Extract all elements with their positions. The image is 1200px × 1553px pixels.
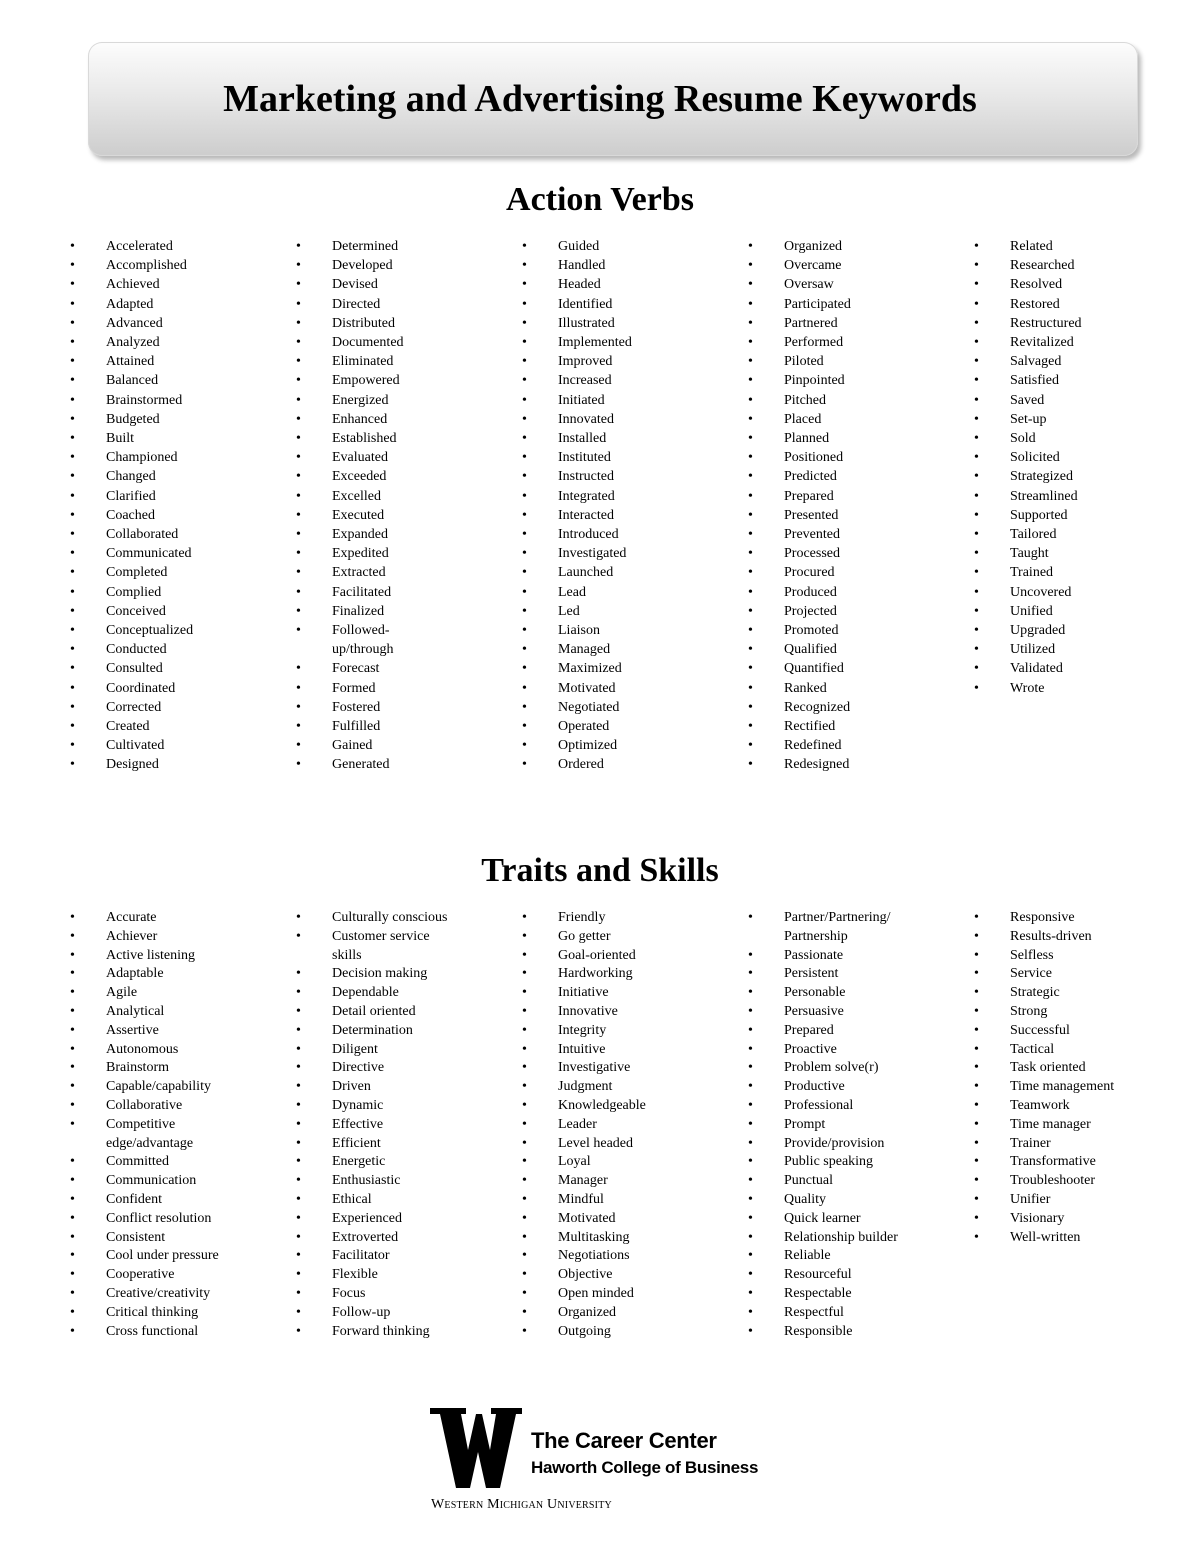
keyword-item: • Balanced — [70, 371, 260, 390]
keyword-item: • Passionate — [748, 947, 918, 966]
keyword-item: • Knowledgeable — [522, 1097, 712, 1116]
keyword-item: • Go getter — [522, 928, 712, 947]
keyword-item: • Respectable — [748, 1285, 918, 1304]
keyword-item: • Brainstormed — [70, 391, 260, 410]
keyword-item: • Fostered — [296, 698, 446, 717]
keyword-item: • Extracted — [296, 563, 446, 582]
keyword-item: • Dependable — [296, 984, 456, 1003]
keyword-item: • Prepared — [748, 487, 938, 506]
keyword-item: • Sold — [974, 429, 1164, 448]
keyword-item: • Outgoing — [522, 1323, 712, 1342]
keyword-item: • Directive — [296, 1059, 456, 1078]
keyword-item: • Redesigned — [748, 755, 938, 774]
keyword-item: • Organized — [748, 237, 938, 256]
keyword-item: • Piloted — [748, 352, 938, 371]
keyword-item: • Initiative — [522, 984, 712, 1003]
keyword-item: • Clarified — [70, 487, 260, 506]
keyword-item: • Innovative — [522, 1003, 712, 1022]
action-verbs-column-4 — [748, 237, 938, 775]
keyword-item: • Motivated — [522, 679, 712, 698]
keyword-item: • Maximized — [522, 659, 712, 678]
keyword-item: • Level headed — [522, 1135, 712, 1154]
keyword-item: • Analyzed — [70, 333, 260, 352]
keyword-item: • Exceeded — [296, 467, 446, 486]
keyword-item: • Operated — [522, 717, 712, 736]
keyword-item: • Planned — [748, 429, 938, 448]
traits-column-1 — [70, 909, 240, 1341]
keyword-item: • Fulfilled — [296, 717, 446, 736]
keyword-item: • Advanced — [70, 314, 260, 333]
section-heading-traits-and-skills: Traits and Skills — [481, 852, 719, 889]
keyword-item: • Related — [974, 237, 1164, 256]
keyword-item: • Oversaw — [748, 275, 938, 294]
keyword-item: • Expanded — [296, 525, 446, 544]
keyword-item: • Goal-oriented — [522, 947, 712, 966]
keyword-item: • Strategized — [974, 467, 1164, 486]
keyword-item: • Persistent — [748, 965, 918, 984]
keyword-item: • Unified — [974, 602, 1164, 621]
keyword-item: • Adaptable — [70, 965, 240, 984]
keyword-item: • Empowered — [296, 371, 446, 390]
keyword-item: • Accelerated — [70, 237, 260, 256]
keyword-item: • Created — [70, 717, 260, 736]
keyword-item: • Conceptualized — [70, 621, 260, 640]
keyword-item: • Investigated — [522, 544, 712, 563]
keyword-item: • Promoted — [748, 621, 938, 640]
keyword-item: • Integrity — [522, 1022, 712, 1041]
keyword-item: • Formed — [296, 679, 446, 698]
keyword-item: • Negotiations — [522, 1247, 712, 1266]
keyword-item: • Validated — [974, 659, 1164, 678]
keyword-item: • Taught — [974, 544, 1164, 563]
keyword-item: • Facilitator — [296, 1247, 456, 1266]
keyword-item: • Managed — [522, 640, 712, 659]
keyword-item: • Energized — [296, 391, 446, 410]
logo-university-text: Western Michigan University — [431, 1497, 612, 1512]
keyword-item: • Placed — [748, 410, 938, 429]
action-verbs-column-3 — [522, 237, 712, 775]
keyword-item: • Forecast — [296, 659, 446, 678]
keyword-item: • Uncovered — [974, 583, 1164, 602]
keyword-item: • Satisfied — [974, 371, 1164, 390]
keyword-item: • Provide/provision — [748, 1135, 918, 1154]
keyword-item: • Trainer — [974, 1135, 1174, 1154]
keyword-item: • Corrected — [70, 698, 260, 717]
keyword-item: • Leader — [522, 1116, 712, 1135]
keyword-item: • Expedited — [296, 544, 446, 563]
keyword-item: • Proactive — [748, 1041, 918, 1060]
keyword-item: • Objective — [522, 1266, 712, 1285]
keyword-item: • Ordered — [522, 755, 712, 774]
keyword-item: • Hardworking — [522, 965, 712, 984]
keyword-item: • Brainstorm — [70, 1059, 240, 1078]
keyword-item: • Detail oriented — [296, 1003, 456, 1022]
keyword-item: • Innovated — [522, 410, 712, 429]
keyword-item: • Championed — [70, 448, 260, 467]
keyword-item: • Tactical — [974, 1041, 1174, 1060]
keyword-item: • Committed — [70, 1153, 240, 1172]
keyword-item: • Resourceful — [748, 1266, 918, 1285]
keyword-item: • Finalized — [296, 602, 446, 621]
keyword-item: • Eliminated — [296, 352, 446, 371]
keyword-item: • Instituted — [522, 448, 712, 467]
keyword-item: • Adapted — [70, 295, 260, 314]
career-center-logo — [430, 1408, 775, 1518]
keyword-item: • Prevented — [748, 525, 938, 544]
keyword-item: • Set-up — [974, 410, 1164, 429]
traits-column-4 — [748, 909, 918, 1341]
keyword-item: • Analytical — [70, 1003, 240, 1022]
keyword-item: • Manager — [522, 1172, 712, 1191]
keyword-item: • Salvaged — [974, 352, 1164, 371]
keyword-item: • Creative/creativity — [70, 1285, 240, 1304]
keyword-item: • Restored — [974, 295, 1164, 314]
keyword-item: • Experienced — [296, 1210, 456, 1229]
keyword-item: • Focus — [296, 1285, 456, 1304]
keyword-item: • Projected — [748, 602, 938, 621]
keyword-item: • Personable — [748, 984, 918, 1003]
keyword-item: • Instructed — [522, 467, 712, 486]
keyword-item: • Ethical — [296, 1191, 456, 1210]
keyword-item: • Negotiated — [522, 698, 712, 717]
keyword-item: • Diligent — [296, 1041, 456, 1060]
keyword-item: • Documented — [296, 333, 446, 352]
keyword-item: • Redefined — [748, 736, 938, 755]
keyword-item: • Launched — [522, 563, 712, 582]
keyword-item: • Revitalized — [974, 333, 1164, 352]
keyword-item: • Respectful — [748, 1304, 918, 1323]
keyword-item: • Open minded — [522, 1285, 712, 1304]
keyword-item: • Quick learner — [748, 1210, 918, 1229]
keyword-item: • Effective — [296, 1116, 456, 1135]
keyword-item: • Time management — [974, 1078, 1174, 1097]
keyword-item: • Consistent — [70, 1229, 240, 1248]
keyword-item: • Conflict resolution — [70, 1210, 240, 1229]
keyword-item: • Intuitive — [522, 1041, 712, 1060]
keyword-item: • Partner/Partnering/ Partnership — [748, 909, 918, 947]
keyword-item: • Partnered — [748, 314, 938, 333]
keyword-item: • Processed — [748, 544, 938, 563]
keyword-item: • Determined — [296, 237, 446, 256]
keyword-item: • Mindful — [522, 1191, 712, 1210]
keyword-item: • Solicited — [974, 448, 1164, 467]
keyword-item: • Driven — [296, 1078, 456, 1097]
traits-column-2 — [296, 909, 456, 1341]
keyword-item: • Initiated — [522, 391, 712, 410]
keyword-item: • Budgeted — [70, 410, 260, 429]
keyword-item: • Loyal — [522, 1153, 712, 1172]
keyword-item: • Interacted — [522, 506, 712, 525]
keyword-item: • Customer service skills — [296, 928, 456, 966]
keyword-item: • Generated — [296, 755, 446, 774]
keyword-item: • Forward thinking — [296, 1323, 456, 1342]
keyword-item: • Liaison — [522, 621, 712, 640]
keyword-item: • Ranked — [748, 679, 938, 698]
keyword-item: • Responsible — [748, 1323, 918, 1342]
keyword-item: • Presented — [748, 506, 938, 525]
keyword-item: • Persuasive — [748, 1003, 918, 1022]
keyword-item: • Judgment — [522, 1078, 712, 1097]
keyword-item: • Lead — [522, 583, 712, 602]
keyword-item: • Improved — [522, 352, 712, 371]
keyword-item: • Quantified — [748, 659, 938, 678]
keyword-item: • Strategic — [974, 984, 1174, 1003]
keyword-item: • Cultivated — [70, 736, 260, 755]
keyword-item: • Cooperative — [70, 1266, 240, 1285]
keyword-item: • Selfless — [974, 947, 1174, 966]
section-heading-action-verbs: Action Verbs — [506, 181, 694, 218]
keyword-item: • Flexible — [296, 1266, 456, 1285]
keyword-item: • Efficient — [296, 1135, 456, 1154]
action-verbs-column-2 — [296, 237, 446, 775]
keyword-item: • Investigative — [522, 1059, 712, 1078]
keyword-item: • Agile — [70, 984, 240, 1003]
keyword-item: • Time manager — [974, 1116, 1174, 1135]
keyword-item: • Collaborative — [70, 1097, 240, 1116]
keyword-item: • Qualified — [748, 640, 938, 659]
keyword-item: • Prepared — [748, 1022, 918, 1041]
keyword-item: • Successful — [974, 1022, 1174, 1041]
keyword-item: • Responsive — [974, 909, 1174, 928]
page-title: Marketing and Advertising Resume Keywords — [223, 78, 977, 120]
keyword-item: • Overcame — [748, 256, 938, 275]
keyword-item: • Positioned — [748, 448, 938, 467]
keyword-item: • Led — [522, 602, 712, 621]
keyword-item: • Follow-up — [296, 1304, 456, 1323]
keyword-item: • Energetic — [296, 1153, 456, 1172]
keyword-item: • Trained — [974, 563, 1164, 582]
keyword-item: • Pinpointed — [748, 371, 938, 390]
keyword-item: • Followed-up/through — [296, 621, 446, 659]
keyword-item: • Achiever — [70, 928, 240, 947]
keyword-item: • Accurate — [70, 909, 240, 928]
keyword-item: • Determination — [296, 1022, 456, 1041]
keyword-item: • Introduced — [522, 525, 712, 544]
keyword-item: • Devised — [296, 275, 446, 294]
keyword-item: • Prompt — [748, 1116, 918, 1135]
keyword-item: • Installed — [522, 429, 712, 448]
keyword-item: • Restructured — [974, 314, 1164, 333]
keyword-item: • Friendly — [522, 909, 712, 928]
keyword-item: • Implemented — [522, 333, 712, 352]
keyword-item: • Executed — [296, 506, 446, 525]
keyword-item: • Directed — [296, 295, 446, 314]
keyword-item: • Culturally conscious — [296, 909, 456, 928]
keyword-item: • Handled — [522, 256, 712, 275]
keyword-item: • Extroverted — [296, 1229, 456, 1248]
keyword-item: • Rectified — [748, 717, 938, 736]
keyword-item: • Built — [70, 429, 260, 448]
keyword-item: • Developed — [296, 256, 446, 275]
keyword-item: • Visionary — [974, 1210, 1174, 1229]
keyword-item: • Participated — [748, 295, 938, 314]
keyword-item: • Decision making — [296, 965, 456, 984]
keyword-item: • Wrote — [974, 679, 1164, 698]
traits-column-3 — [522, 909, 712, 1341]
keyword-item: • Organized — [522, 1304, 712, 1323]
keyword-item: • Quality — [748, 1191, 918, 1210]
keyword-item: • Confident — [70, 1191, 240, 1210]
keyword-item: • Facilitated — [296, 583, 446, 602]
keyword-item: • Upgraded — [974, 621, 1164, 640]
logo-career-center-text: The Career Center — [531, 1428, 717, 1453]
keyword-item: • Predicted — [748, 467, 938, 486]
keyword-item: • Headed — [522, 275, 712, 294]
keyword-item: • Problem solve(r) — [748, 1059, 918, 1078]
keyword-item: • Recognized — [748, 698, 938, 717]
keyword-item: • Increased — [522, 371, 712, 390]
keyword-item: • Multitasking — [522, 1229, 712, 1248]
keyword-item: • Designed — [70, 755, 260, 774]
keyword-item: • Task oriented — [974, 1059, 1174, 1078]
keyword-item: • Accomplished — [70, 256, 260, 275]
keyword-item: • Punctual — [748, 1172, 918, 1191]
keyword-item: • Service — [974, 965, 1174, 984]
action-verbs-column-5 — [974, 237, 1164, 698]
keyword-item: • Communication — [70, 1172, 240, 1191]
keyword-item: • Coordinated — [70, 679, 260, 698]
keyword-item: • Attained — [70, 352, 260, 371]
keyword-item: • Changed — [70, 467, 260, 486]
keyword-item: • Unifier — [974, 1191, 1174, 1210]
keyword-item: • Gained — [296, 736, 446, 755]
keyword-item: • Supported — [974, 506, 1164, 525]
keyword-item: • Distributed — [296, 314, 446, 333]
keyword-item: • Procured — [748, 563, 938, 582]
keyword-item: • Competitive edge/advantage — [70, 1116, 240, 1154]
keyword-item: • Critical thinking — [70, 1304, 240, 1323]
keyword-item: • Reliable — [748, 1247, 918, 1266]
keyword-item: • Autonomous — [70, 1041, 240, 1060]
keyword-item: • Professional — [748, 1097, 918, 1116]
keyword-item: • Consulted — [70, 659, 260, 678]
keyword-item: • Capable/capability — [70, 1078, 240, 1097]
logo-college-text: Haworth College of Business — [531, 1458, 759, 1477]
keyword-item: • Teamwork — [974, 1097, 1174, 1116]
keyword-item: • Productive — [748, 1078, 918, 1097]
wmu-w-logo-icon — [430, 1408, 522, 1488]
keyword-item: • Excelled — [296, 487, 446, 506]
keyword-item: • Utilized — [974, 640, 1164, 659]
action-verbs-column-1 — [70, 237, 260, 775]
keyword-item: • Pitched — [748, 391, 938, 410]
traits-column-5 — [974, 909, 1174, 1247]
keyword-item: • Achieved — [70, 275, 260, 294]
keyword-item: • Dynamic — [296, 1097, 456, 1116]
keyword-item: • Enthusiastic — [296, 1172, 456, 1191]
keyword-item: • Cool under pressure — [70, 1247, 240, 1266]
keyword-item: • Complied — [70, 583, 260, 602]
keyword-item: • Assertive — [70, 1022, 240, 1041]
keyword-item: • Saved — [974, 391, 1164, 410]
keyword-item: • Collaborated — [70, 525, 260, 544]
keyword-item: • Conceived — [70, 602, 260, 621]
keyword-item: • Conducted — [70, 640, 260, 659]
keyword-item: • Produced — [748, 583, 938, 602]
keyword-item: • Active listening — [70, 947, 240, 966]
keyword-item: • Communicated — [70, 544, 260, 563]
keyword-item: • Strong — [974, 1003, 1174, 1022]
keyword-item: • Resolved — [974, 275, 1164, 294]
keyword-item: • Public speaking — [748, 1153, 918, 1172]
keyword-item: • Performed — [748, 333, 938, 352]
keyword-item: • Integrated — [522, 487, 712, 506]
keyword-item: • Guided — [522, 237, 712, 256]
keyword-item: • Illustrated — [522, 314, 712, 333]
keyword-item: • Completed — [70, 563, 260, 582]
keyword-item: • Researched — [974, 256, 1164, 275]
keyword-item: • Coached — [70, 506, 260, 525]
keyword-item: • Optimized — [522, 736, 712, 755]
keyword-item: • Transformative — [974, 1153, 1174, 1172]
keyword-item: • Streamlined — [974, 487, 1164, 506]
keyword-item: • Troubleshooter — [974, 1172, 1174, 1191]
keyword-item: • Relationship builder — [748, 1229, 918, 1248]
keyword-item: • Identified — [522, 295, 712, 314]
keyword-item: • Evaluated — [296, 448, 446, 467]
keyword-item: • Cross functional — [70, 1323, 240, 1342]
keyword-item: • Well-written — [974, 1229, 1174, 1248]
keyword-item: • Established — [296, 429, 446, 448]
keyword-item: • Tailored — [974, 525, 1164, 544]
keyword-item: • Motivated — [522, 1210, 712, 1229]
keyword-item: • Enhanced — [296, 410, 446, 429]
keyword-item: • Results-driven — [974, 928, 1174, 947]
